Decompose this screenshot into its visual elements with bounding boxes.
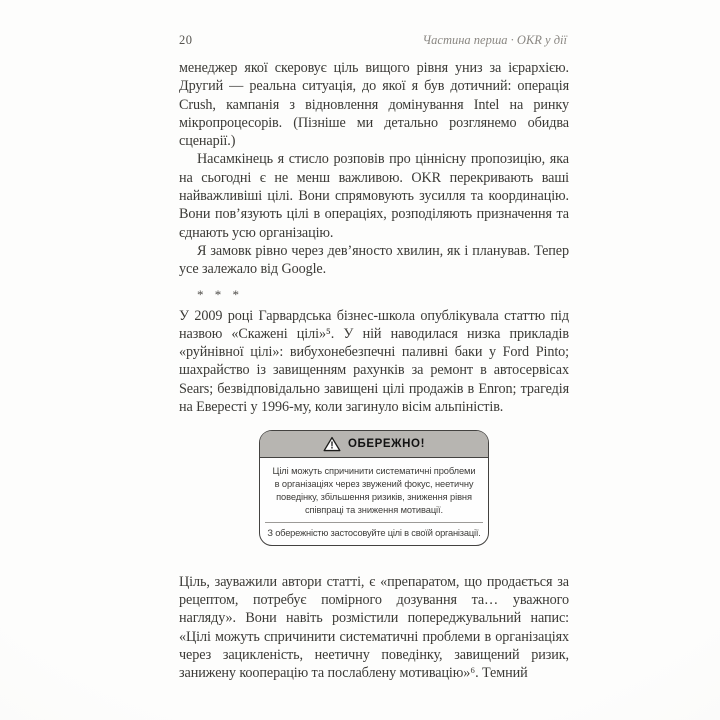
paragraph-goals-prescription: Ціль, зауважили автори статті, є «препаратом, що продається за рецептом, потребує помірного дозування та… уважного нагляду». Вони навіть розмістили попереджувальний напис: «Цілі можуть спричинити систематичні проблеми в організаціях через зацикленість, неетичну поведінку, завищений ризик, занижену кооперацію та послаблену мотивацію»⁶. Темний [179, 573, 569, 682]
warning-box-title: ОБЕРЕЖНО! [347, 438, 426, 451]
warning-box-body: Цілі можуть спричинити систематичні проблеми в організаціях через звужений фокус, неетичну поведінку, збільшення ризиків, зниження рівня співпраці та зниження мотивації. [272, 465, 476, 515]
page-header [179, 33, 567, 48]
warning-box-footer: З обережністю застосовуйте цілі в своїй організації. [265, 522, 483, 545]
warning-exclamation-glyph: ! [330, 441, 334, 453]
paragraph-harvard-article: У 2009 році Гарвардська бізнес-школа опублікувала статтю під назвою «Скажені цілі»⁵. У ній наводилася низка прикладів «руйнівної цілі»: вибухонебезпечні паливні баки у Ford Pinto; шахрайство із завищенням рахунків за ремонт в автосервісах Sears; безвідповідально завищені цілі продажів в Enron; трагедія на Евересті у 1996-му, коли загинуло вісім альпіністів. [179, 307, 569, 416]
paragraph-ninety-minutes: Я замовк рівно через дев’яносто хвилин, як і планував. Тепер усе залежало від Google. [179, 242, 569, 278]
warning-triangle-icon [323, 436, 341, 452]
section-separator: * * * [197, 286, 243, 302]
paragraph-continuation: менеджер якої скеровує ціль вищого рівня униз за ієрархією. Другий — реальна ситуація, до якої я був дотичний: операція Crush, кампанія з відновлення домінування Intel на ринку мікропроцесорів. (Пізніше ми детально розглянемо обидва сценарії.) [179, 60, 569, 150]
page-number: 20 [179, 33, 193, 47]
warning-box [259, 430, 489, 545]
page-body-text [179, 59, 569, 682]
paragraph-value-proposition: Насамкінець я стисло розповів про ціннісну пропозицію, яка на сьогодні є не менш важливою. OKR перекривають ваші найважливіші цілі. Вони спрямовують зусилля та координацію. Вони пов’язують цілі в операціях, розподіляють призначення та єднають усю організацію. [179, 151, 569, 241]
warning-box-header [260, 431, 488, 457]
running-head: Частина перша · OKR у дії [422, 33, 567, 47]
